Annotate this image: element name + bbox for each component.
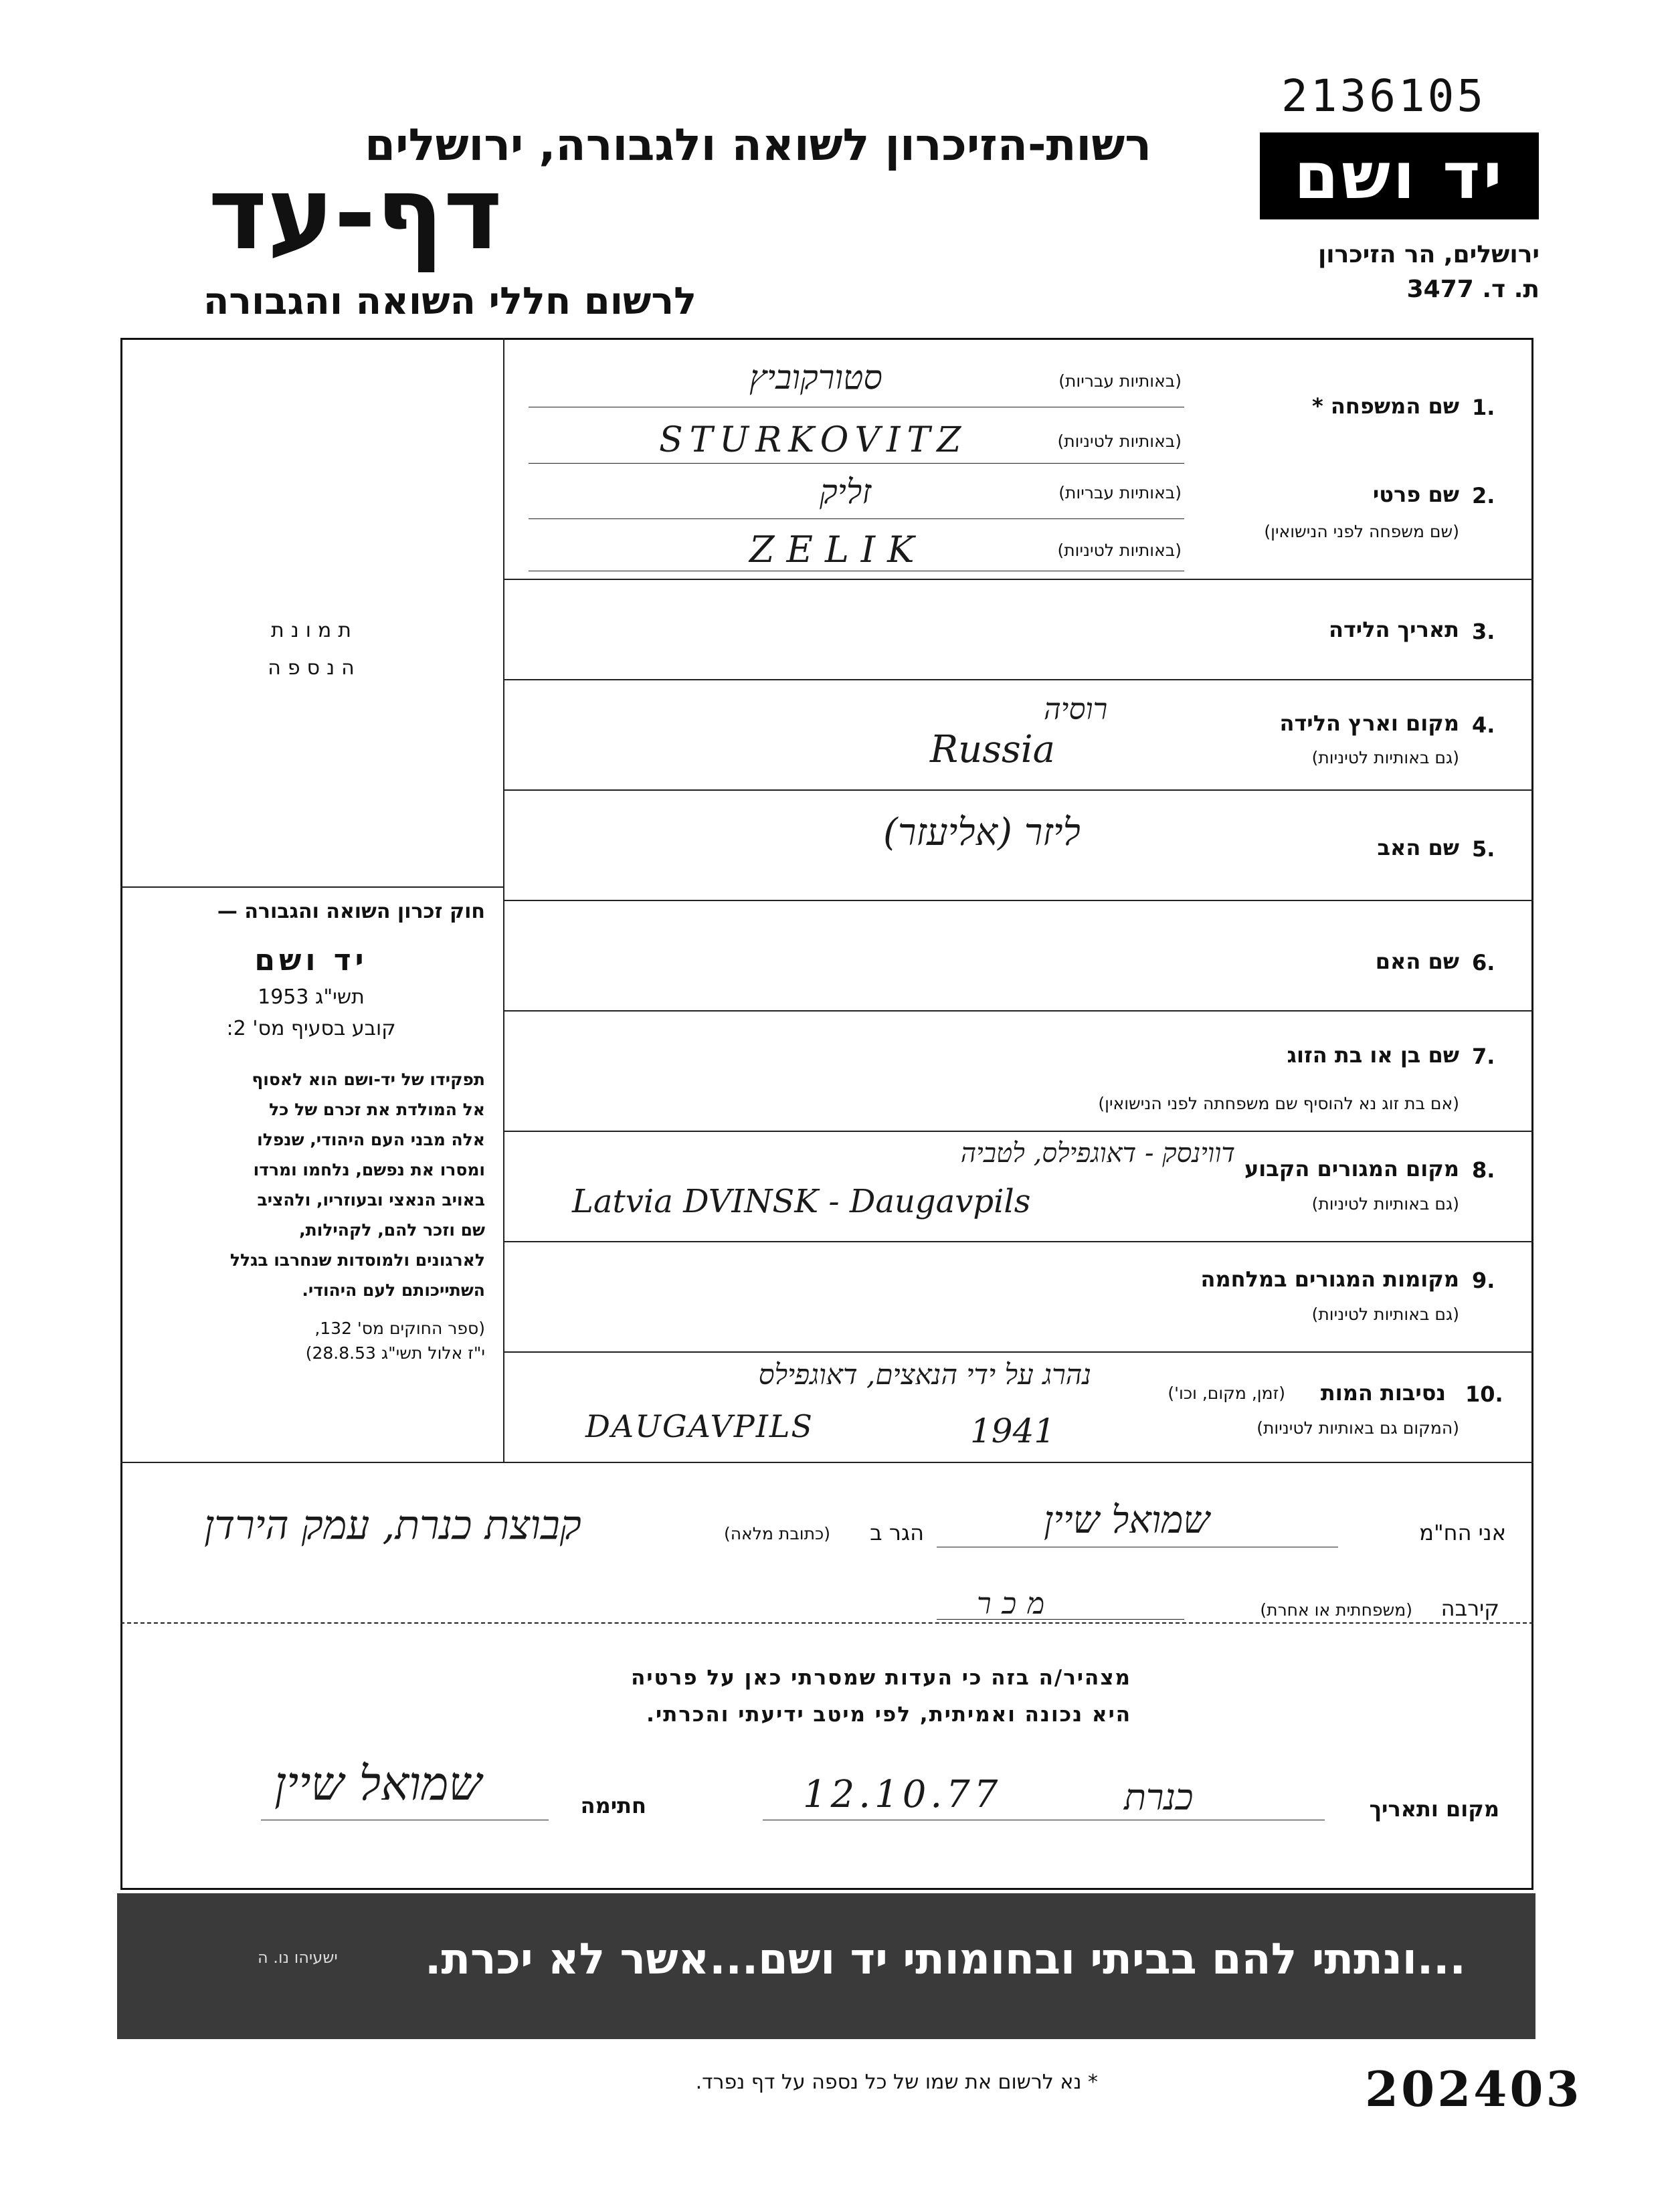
photo-placeholder-label — [201, 612, 428, 687]
law-body-line: באויב הנאצי ובעוזריו, ולהציב — [257, 1190, 485, 1210]
logo-text: יד ושם — [1294, 138, 1505, 213]
field-2-label: שם פרטי — [1372, 482, 1459, 507]
law-box — [137, 900, 485, 1363]
law-line-3: תשי"ג 1953 — [258, 985, 365, 1009]
field-1-hebrew-value[interactable]: סטורקוביץ — [749, 358, 882, 397]
law-body-line: תפקידו של יד-ושם הוא לאסוף — [252, 1070, 485, 1089]
photo-label-1: תמונת — [271, 619, 358, 642]
witness-relation-label: קירבה — [1440, 1596, 1499, 1621]
field-2-hebrew-value[interactable]: זליק — [820, 472, 872, 511]
document-number: 202403 — [1365, 2061, 1582, 2117]
declaration-line-2: היא נכונה ואמיתית, לפי מיטב ידיעתי והכרתי. — [646, 1703, 1131, 1727]
field-7-label: שם בן או בת הזוג — [1287, 1042, 1459, 1068]
field-6-label: שם האם — [1375, 949, 1459, 974]
law-ref-1: (ספר החוקים מס' 132, — [314, 1319, 485, 1338]
law-body-line: אלה מבני העם היהודי, שנפלו — [257, 1130, 485, 1149]
field-10-latin-value[interactable]: DAUGAVPILS — [585, 1408, 814, 1444]
declaration-line-1: מצהיר/ה בזה כי העדות שמסרתי כאן על פרטיה — [631, 1666, 1131, 1690]
field-5-value[interactable]: ליזר (אליעזר) — [883, 811, 1081, 854]
field-3-label: תאריך הלידה — [1328, 617, 1459, 642]
field-6-number: 6. — [1472, 950, 1495, 975]
law-body-line: אל המולדת את זכרם של כל — [269, 1100, 485, 1119]
field-8-latin-value[interactable]: Latvia DVINSK - Daugavpils — [572, 1183, 1031, 1220]
field-8-hebrew-value[interactable]: דווינסק - דאוגפילס, לטביה — [960, 1138, 1235, 1169]
law-body-line: לארגונים ולמוסדות שנחרבו בגלל — [229, 1250, 485, 1270]
field-9-note: (גם באותיות לטיניות) — [1311, 1305, 1459, 1324]
field-2-latin-value[interactable]: ZELIK — [749, 529, 927, 571]
field-1-label: שם המשפחה * — [1312, 393, 1459, 419]
field-5-number: 5. — [1472, 836, 1495, 862]
quote-banner — [117, 1893, 1535, 2039]
law-line-1: חוק זכרון השואה והגבורה — — [217, 900, 485, 923]
field-2-number: 2. — [1472, 483, 1495, 508]
witness-lives-label: הגר ב — [870, 1520, 924, 1545]
field-4-note: (גם באותיות לטיניות) — [1311, 748, 1459, 767]
yad-vashem-logo — [1260, 132, 1539, 219]
field-10-label: נסיבות המות — [1320, 1380, 1446, 1406]
law-body — [137, 1064, 485, 1305]
witness-relation-hint: (משפחתית או אחרת) — [1260, 1600, 1412, 1620]
field-3-number: 3. — [1472, 619, 1495, 644]
field-10-hint: (זמן, מקום, וכו') — [1168, 1383, 1285, 1403]
field-7-note: (אם בת זוג נא להוסיף שם משפחתה לפני הנישואין) — [1098, 1094, 1459, 1113]
field-8-number: 8. — [1472, 1157, 1495, 1183]
form-title: דף-עד — [208, 156, 502, 272]
footer-note: * נא לרשום את שמו של כל נספה על דף נפרד. — [695, 2071, 1098, 2094]
field-2-note: (שם משפחה לפני הנישואין) — [1264, 522, 1459, 541]
field-8-label: מקום המגורים הקבוע — [1244, 1156, 1459, 1181]
witness-i-label: אני הח"מ — [1419, 1520, 1506, 1545]
date-value[interactable]: 12.10.77 — [803, 1773, 1002, 1816]
field-2-latin-hint: (באותיות לטיניות) — [1057, 541, 1182, 560]
field-1-hebrew-hint: (באותיות עבריות) — [1058, 371, 1182, 391]
field-10-note: (המקום גם באותיות לטיניות) — [1256, 1418, 1459, 1438]
banner-source: ישעיהו נו. ה — [258, 1948, 338, 1967]
witness-address-value[interactable]: קבוצת כנרת, עמק הירדן — [204, 1502, 581, 1549]
law-line-2: יד ושם — [254, 943, 368, 977]
field-1-latin-value[interactable]: STURKOVITZ — [659, 420, 968, 460]
field-10-hebrew-value[interactable]: נהרג על ידי הנאצים, דאוגפילס — [758, 1358, 1091, 1391]
address-line-2: ת. ד. 3477 — [1406, 276, 1539, 303]
law-line-4: קובע בסעיף מס' 2: — [226, 1017, 396, 1040]
field-1-latin-hint: (באותיות לטיניות) — [1057, 432, 1182, 451]
place-date-label: מקום ותאריך — [1369, 1796, 1499, 1822]
signature-label: חתימה — [580, 1793, 646, 1818]
authority-line: רשות-הזיכרון לשואה ולגבורה, ירושלים — [365, 119, 1151, 171]
form-subtitle: לרשום חללי השואה והגבורה — [203, 280, 696, 323]
field-4-hebrew-value[interactable]: רוסיה — [1044, 692, 1108, 727]
law-body-line: השתייכותם לעם היהודי. — [302, 1280, 485, 1300]
witness-name-value[interactable]: שמואל שיין — [1044, 1499, 1210, 1542]
field-8-note: (גם באותיות לטיניות) — [1311, 1194, 1459, 1214]
field-4-latin-value[interactable]: Russia — [930, 728, 1056, 771]
field-7-number: 7. — [1472, 1044, 1495, 1069]
banner-quote: ...ונתתי להם בביתי ובחומותי יד ושם...אשר לא יכרת. — [425, 1935, 1466, 1984]
address-line-1: ירושלים, הר הזיכרון — [1317, 241, 1539, 268]
law-body-line: ומסרו את נפשם, נלחמו ומרדו — [253, 1160, 485, 1179]
field-2-hebrew-hint: (באותיות עבריות) — [1058, 483, 1182, 502]
witness-relation-value[interactable]: מכר — [977, 1587, 1056, 1621]
witness-address-hint: (כתובת מלאה) — [723, 1524, 830, 1543]
place-value[interactable]: כנרת — [1124, 1776, 1194, 1818]
photo-label-2: הנספה — [268, 656, 361, 680]
field-5-label: שם האב — [1377, 835, 1459, 860]
law-body-line: שם וזכר להם, לקהילות, — [299, 1220, 485, 1240]
form-id-number: 2136105 — [1281, 70, 1487, 122]
field-4-label: מקום וארץ הלידה — [1279, 710, 1459, 736]
field-9-label: מקומות המגורים במלחמה — [1200, 1266, 1459, 1292]
field-10-year-value[interactable]: 1941 — [970, 1412, 1056, 1450]
law-ref-2: י"ז אלול תשי"ג 28.8.53) — [305, 1343, 485, 1363]
field-4-number: 4. — [1472, 712, 1495, 738]
field-10-number: 10. — [1465, 1381, 1503, 1407]
field-9-number: 9. — [1472, 1268, 1495, 1293]
field-1-number: 1. — [1472, 395, 1495, 420]
signature-value[interactable]: שמואל שיין — [274, 1756, 482, 1811]
